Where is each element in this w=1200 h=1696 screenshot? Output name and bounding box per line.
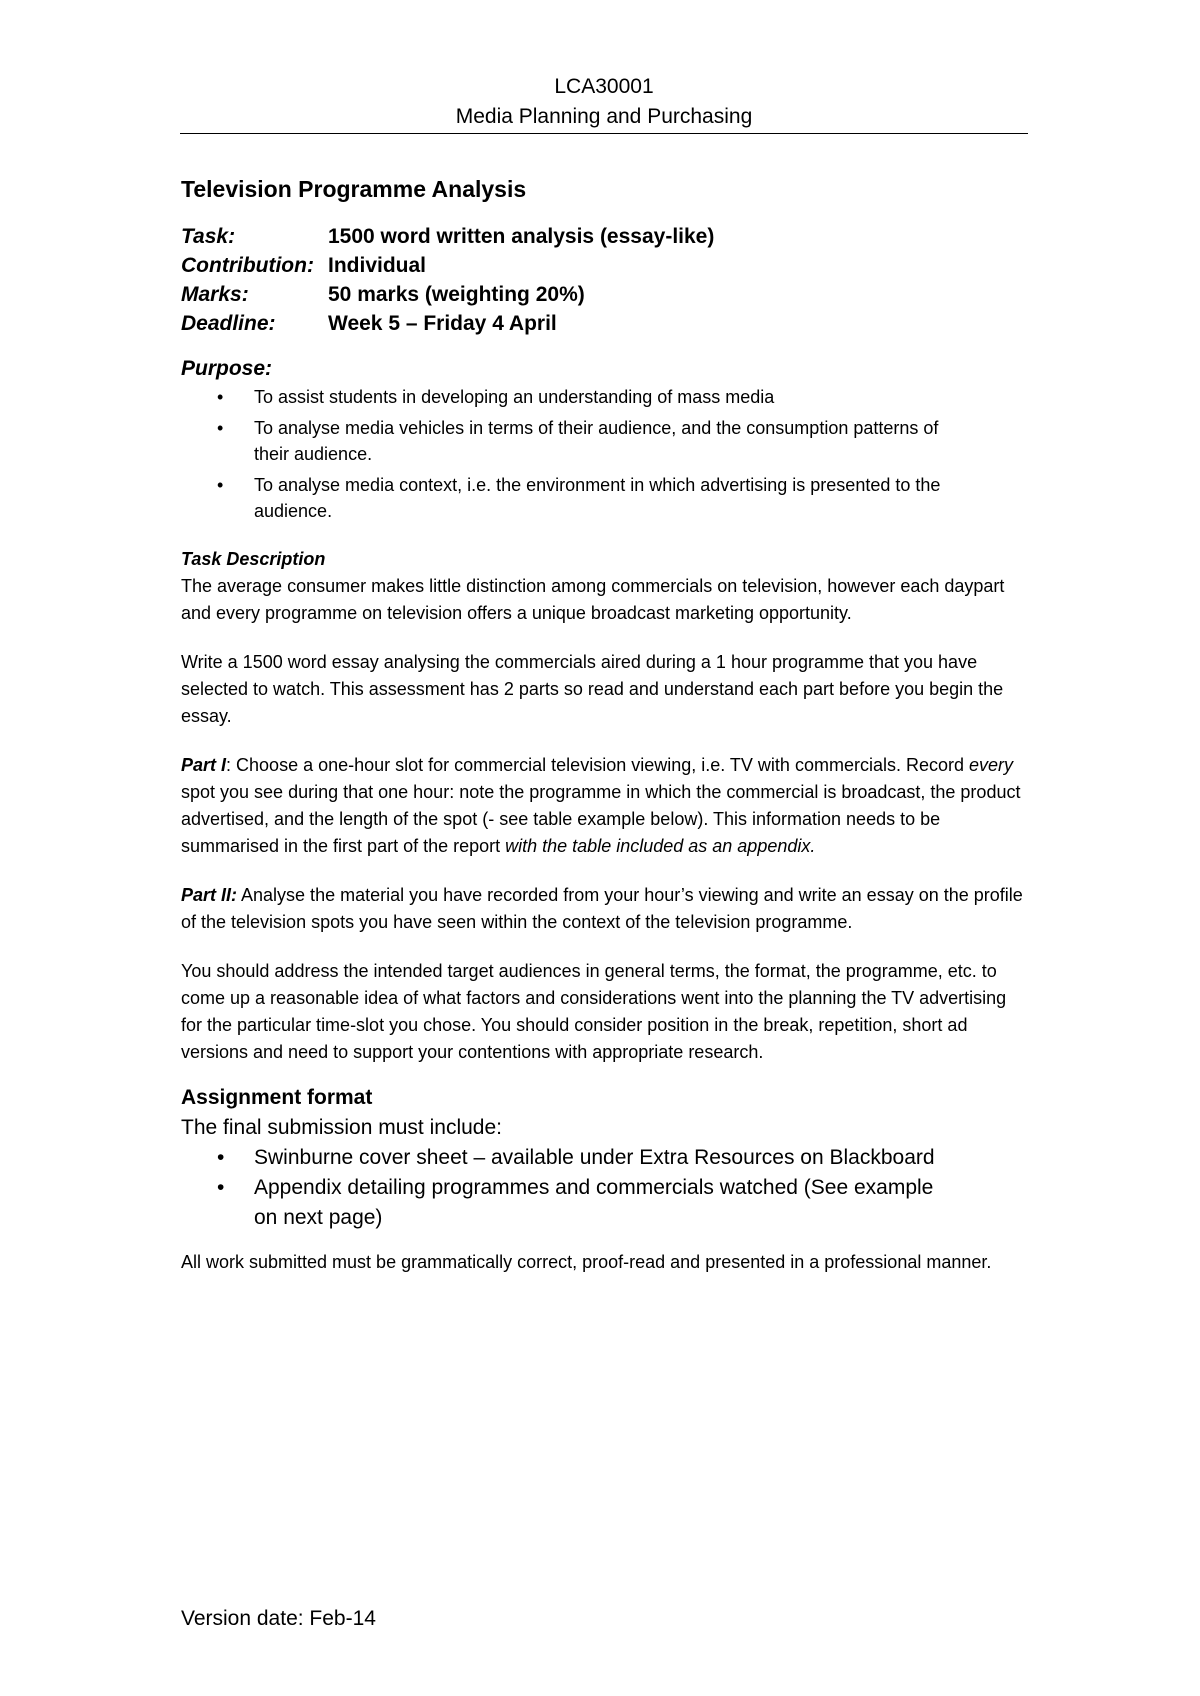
task-description-paragraph: The average consumer makes little distinction among commercials on television, however each daypart and every programme on television offers a unique broadcast marketing opportunity. bbox=[181, 576, 1005, 623]
purpose-heading: Purpose: bbox=[181, 357, 273, 380]
detail-label: Task: bbox=[181, 225, 236, 248]
essay-instructions-paragraph: Write a 1500 word essay analysing the commercials aired during a 1 hour programme that you have selected to watch. This assessment has 2 parts so read and understand each part before you begin the essay. bbox=[181, 652, 1004, 726]
detail-label: Marks: bbox=[181, 283, 249, 306]
document-body bbox=[181, 172, 1029, 1276]
assignment-format-heading: Assignment format bbox=[181, 1086, 373, 1109]
part-one-emphasis: every bbox=[969, 755, 1014, 775]
detail-value: 1500 word written analysis (essay-like) bbox=[328, 225, 715, 248]
submission-requirements-list bbox=[181, 1143, 1029, 1233]
course-code: LCA30001 bbox=[554, 75, 654, 98]
document-title: Television Programme Analysis bbox=[181, 176, 527, 202]
page-header bbox=[180, 72, 1028, 132]
part-one-label: Part I bbox=[181, 755, 227, 775]
address-paragraph: You should address the intended target audiences in general terms, the format, the programme, etc. to come up a reasonable idea of what factors and considerations went into the planning the TV advertising for the particular time-slot you chose. You should consider position in the break, repetition, short ad versions and need to support your contentions with appropriate research. bbox=[181, 961, 1007, 1062]
list-item: • Swinburne cover sheet – available under Extra Resources on Blackboard bbox=[181, 1143, 954, 1173]
detail-label: Deadline: bbox=[181, 312, 276, 335]
detail-value: Week 5 – Friday 4 April bbox=[328, 312, 557, 335]
part-one-appendix-note: with the table included as an appendix. bbox=[505, 836, 816, 856]
course-title: Media Planning and Purchasing bbox=[455, 105, 753, 128]
version-date: Version date: Feb-14 bbox=[181, 1607, 376, 1630]
list-item: • Appendix detailing programmes and commercials watched (See example on next page) bbox=[181, 1173, 954, 1233]
list-item: • To analyse media vehicles in terms of their audience, and the consumption patterns of their audience. bbox=[181, 415, 954, 467]
assignment-format-subheading: The final submission must include: bbox=[181, 1116, 502, 1139]
list-item: • To analyse media context, i.e. the environment in which advertising is presented to the audience. bbox=[181, 472, 954, 524]
detail-value: Individual bbox=[328, 254, 427, 277]
detail-row-marks bbox=[181, 280, 1029, 309]
detail-row-task bbox=[181, 222, 1029, 251]
part-one-text: : Choose a one-hour slot for commercial television viewing, i.e. TV with commercials. Record bbox=[226, 755, 969, 775]
task-description-heading: Task Description bbox=[181, 549, 326, 569]
purpose-list bbox=[181, 384, 1029, 524]
header-divider bbox=[180, 133, 1028, 134]
part-two-paragraph bbox=[181, 882, 1029, 936]
detail-value: 50 marks (weighting 20%) bbox=[328, 283, 585, 306]
detail-label: Contribution: bbox=[181, 254, 314, 277]
part-one-text-continued: spot you see during that one hour: note the programme in which the commercial is broadcast, the product advertised, and the length of the spot (- see table example below). This information needs to be summarised in the first part of the report bbox=[181, 782, 1021, 856]
closing-paragraph: All work submitted must be grammatically correct, proof-read and presented in a professional manner. bbox=[181, 1252, 992, 1272]
list-item: • To assist students in developing an understanding of mass media bbox=[181, 384, 954, 410]
part-one-paragraph bbox=[181, 752, 1029, 860]
detail-row-contribution bbox=[181, 251, 1029, 280]
part-two-text: Analyse the material you have recorded from your hour’s viewing and write an essay on the profile of the television spots you have seen within the context of the television programme. bbox=[181, 885, 1023, 932]
part-two-label: Part II: bbox=[181, 885, 238, 905]
assessment-details bbox=[181, 222, 1029, 338]
detail-row-deadline bbox=[181, 309, 1029, 338]
